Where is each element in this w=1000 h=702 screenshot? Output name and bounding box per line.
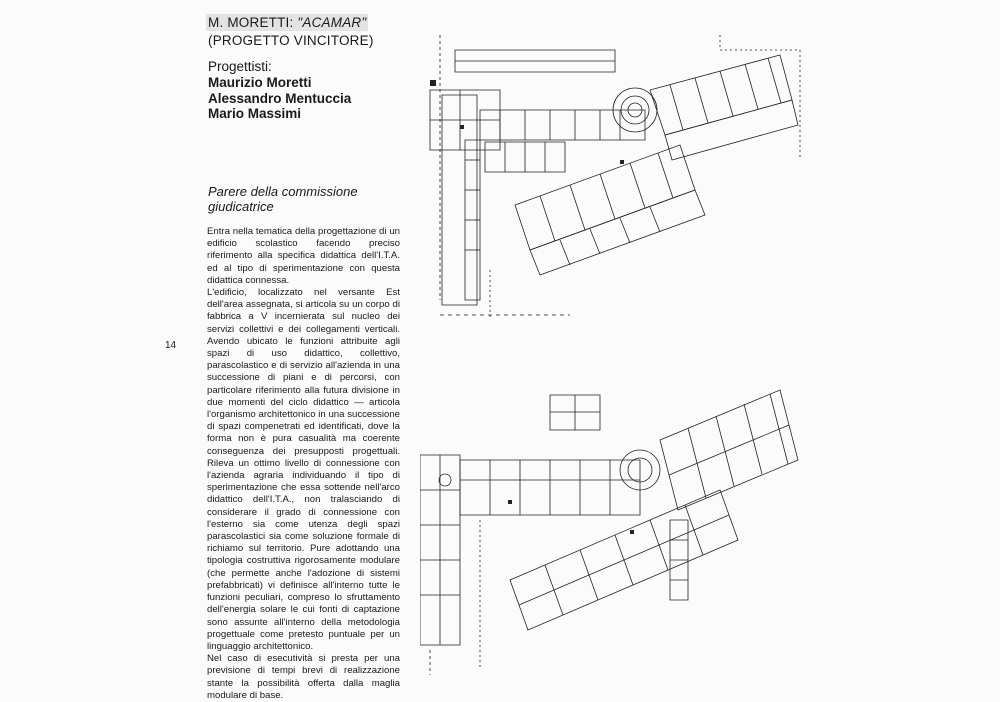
- title-author: M. MORETTI:: [208, 15, 294, 30]
- body-paragraph: L'edificio, localizzato nel versante Est dell'area assegnata, si articola su un corpo di fabbrica a V incernierata sul nucleo dei servizi collettivi e dei collegamenti verticali. Avendo ubicato le funzioni attribuite agli spazi di uso didattico, collettivo, parascolastico e di servizio all'azienda in una successione di piani e di percorsi, con particolare riferimento alla futura divisione in due momenti del ciclo didattico — articola l'organismo architettonico in una successione di spazi compenetrati ed identificati, dove la forma non è pura casualità ma coerente conseguenza dei presupposti progettuali. Rileva un ottimo livello di connessione con l'azienda agraria individuando il tipo di sperimentazione che essa sottende nell'arco didattico dell'I.T.A., non tralasciando di considerare il grado di connessione con l'esterno sia come utenza degli spazi parascolastici sia come soluzione formale di richiamo sul territorio. Pure adottando una tipologia costruttiva rigorosamente modulare (che permette anche l'adozione di sistemi prefabbricati) vi definisce all'interno tutte le funzioni peculiari, compreso lo sfruttamento dell'energia solare le cui fonti di captazione sono assunte all'interno della metodologia progettuale come pretesto puntuale per un linguaggio architettonico.: [207, 287, 400, 652]
- body-paragraph: Entra nella tematica della progettazione di un edificio scolastico facendo preciso riferimento alla specifica didattica dell'I.T.A. ed al tipo di sperimentazione con questa didattica connessa.: [207, 226, 400, 286]
- project-title: [208, 14, 408, 49]
- designer-name: Maurizio Moretti: [208, 75, 312, 90]
- section-heading-line: Parere della commissione: [208, 184, 358, 199]
- title-project-name: "ACAMAR": [297, 15, 367, 30]
- page-number: 14: [165, 340, 177, 351]
- floor-plan-lower: [420, 380, 810, 680]
- designers-label: Progettisti:: [208, 59, 272, 74]
- designer-name: Mario Massimi: [208, 106, 302, 121]
- body-paragraph: Nel caso di esecutività si presta per una previsione di tempi brevi di realizzazione stante la possibilità offerta dalla maglia modulare di base.: [207, 653, 400, 701]
- section-heading-line: giudicatrice: [208, 199, 274, 214]
- floor-plan-upper: [420, 30, 810, 335]
- designer-name: Alessandro Mentuccia: [208, 90, 352, 106]
- jury-opinion-text: [207, 226, 400, 702]
- title-author-project: [206, 14, 368, 31]
- section-heading: [208, 184, 398, 214]
- title-subtitle: (PROGETTO VINCITORE): [208, 33, 374, 48]
- designers-block: [208, 59, 408, 122]
